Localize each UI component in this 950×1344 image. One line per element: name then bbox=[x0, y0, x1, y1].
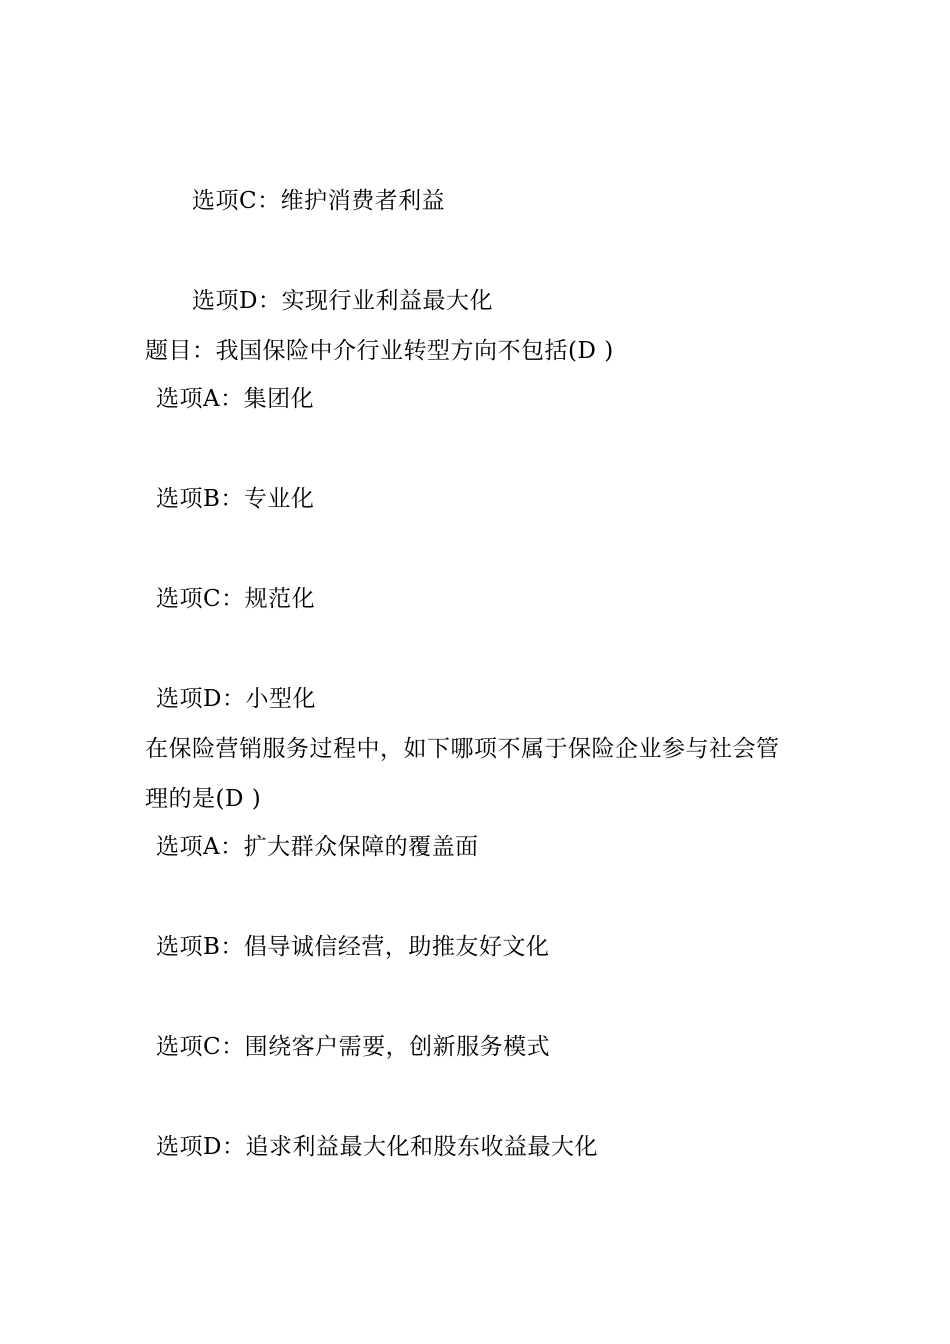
q2-option-b: 选项B：倡导诚信经营，助推友好文化 bbox=[156, 934, 550, 960]
prev-option-d: 选项D：实现行业利益最大化 bbox=[192, 288, 493, 314]
q2-option-d: 选项D：追求利益最大化和股东收益最大化 bbox=[156, 1134, 598, 1160]
q1-option-d: 选项D：小型化 bbox=[156, 686, 316, 712]
prev-option-c: 选项C：维护消费者利益 bbox=[192, 188, 446, 214]
question-1-title: 题目：我国保险中介行业转型方向不包括(D ) bbox=[145, 338, 614, 364]
question-2-title-line-2: 理的是(D ) bbox=[145, 786, 262, 812]
q2-option-a: 选项A：扩大群众保障的覆盖面 bbox=[156, 834, 479, 860]
q1-option-a: 选项A：集团化 bbox=[156, 386, 315, 412]
q2-option-c: 选项C：围绕客户需要，创新服务模式 bbox=[156, 1034, 551, 1060]
q1-option-b: 选项B：专业化 bbox=[156, 486, 315, 512]
q1-option-c: 选项C：规范化 bbox=[156, 586, 316, 612]
question-2-title-line-1: 在保险营销服务过程中，如下哪项不属于保险企业参与社会管 bbox=[145, 736, 780, 762]
